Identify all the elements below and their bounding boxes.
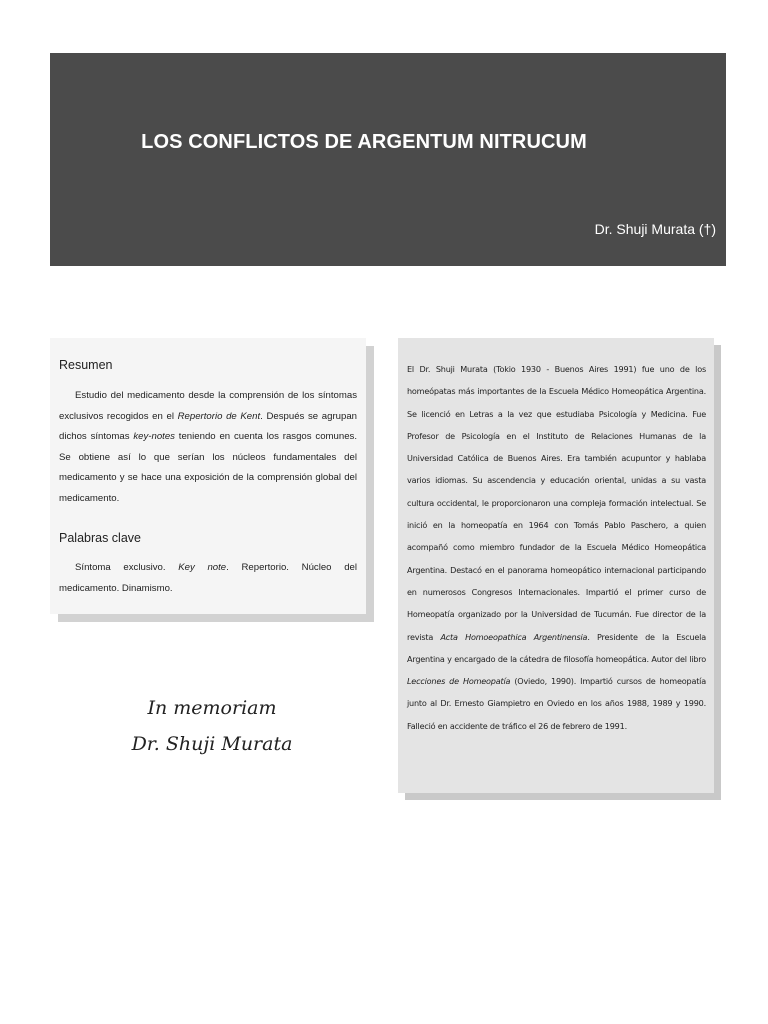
article-title: LOS CONFLICTOS DE ARGENTUM NITRUCUM [141, 131, 587, 153]
memoriam-line-2: Dr. Shuji Murata [131, 733, 293, 755]
bio-text-italic-2: Lecciones de Homeopatía [407, 676, 511, 687]
abstract-text [59, 386, 357, 509]
abstract-text-part-3: teniendo en cuenta los rasgos comunes. Se obtiene así lo que serían los núcleos fundamentales del medicamento y se hace una exposición de la comprensión global del medicamento. [59, 431, 357, 504]
bio-text-part-3: (Oviedo, 1990). Impartió cursos de homeopatía junto al Dr. Ernesto Giampietro en Oviedo en los años 1988, 1989 y 1990. Falleció en accidente de tráfico el 26 de febrero de 1991. [407, 676, 706, 731]
header-band [50, 53, 726, 266]
keywords-heading: Palabras clave [59, 531, 141, 545]
bio-text-part-2: . Presidente de la Escuela Argentina y encargado de la cátedra de filosofía homeopática. Autor del libro [407, 631, 706, 664]
abstract-text-part-2: . Después se agrupan dichos síntomas [59, 410, 358, 442]
keywords-text-italic: Key note [178, 562, 227, 573]
abstract-text-italic-1: Repertorio de Kent [177, 410, 261, 422]
memoriam-dedication [50, 690, 374, 762]
memoriam-line-1: In memoriam [147, 697, 277, 719]
abstract-text-part-1: Estudio del medicamento desde la comprensión de los síntomas exclusivos recogidos en el [59, 390, 357, 422]
keywords-text [59, 557, 357, 599]
keywords-text-part-1: Síntoma exclusivo. [75, 562, 179, 573]
abstract-heading: Resumen [59, 358, 113, 372]
keywords-text-part-2: . Repertorio. Núcleo del medicamento. Dinamismo. [59, 562, 357, 594]
article-author: Dr. Shuji Murata (†) [594, 221, 716, 237]
bio-box [398, 338, 714, 793]
bio-text-part-1: El Dr. Shuji Murata (Tokio 1930 - Buenos Aires 1991) fue uno de los homeópatas más importantes de la Escuela Médico Homeopática Argentina. Se licenció en Letras a la vez que estudiaba Psicología y Medicina. Fue Profesor de Psicología en el Instituto de Relaciones Humanas de la Universidad Católica de Buenos Aires. Era también acupuntor y hablaba varios idiomas. Su ascendencia y educación oriental, unidas a su vasta cultura occidental, le proporcionaron una compleja formación intelectual. Se inició en la homeopatía en 1964 con Tomás Pablo Paschero, a quien acompañó como miembro fundador de la Escuela Médico Homeopática Argentina. Destacó en el panorama homeopático internacional participando en numerosos Congresos Internacionales. Impartió el primer curso de Homeopatía organizado por la Universidad de Tucumán. Fue director de la revista [407, 364, 706, 642]
bio-text-italic-1: Acta Homoeopathica Argentinensia [440, 631, 588, 642]
abstract-text-italic-2: key-notes [133, 431, 175, 442]
bio-text [407, 358, 706, 737]
abstract-box [50, 338, 366, 614]
